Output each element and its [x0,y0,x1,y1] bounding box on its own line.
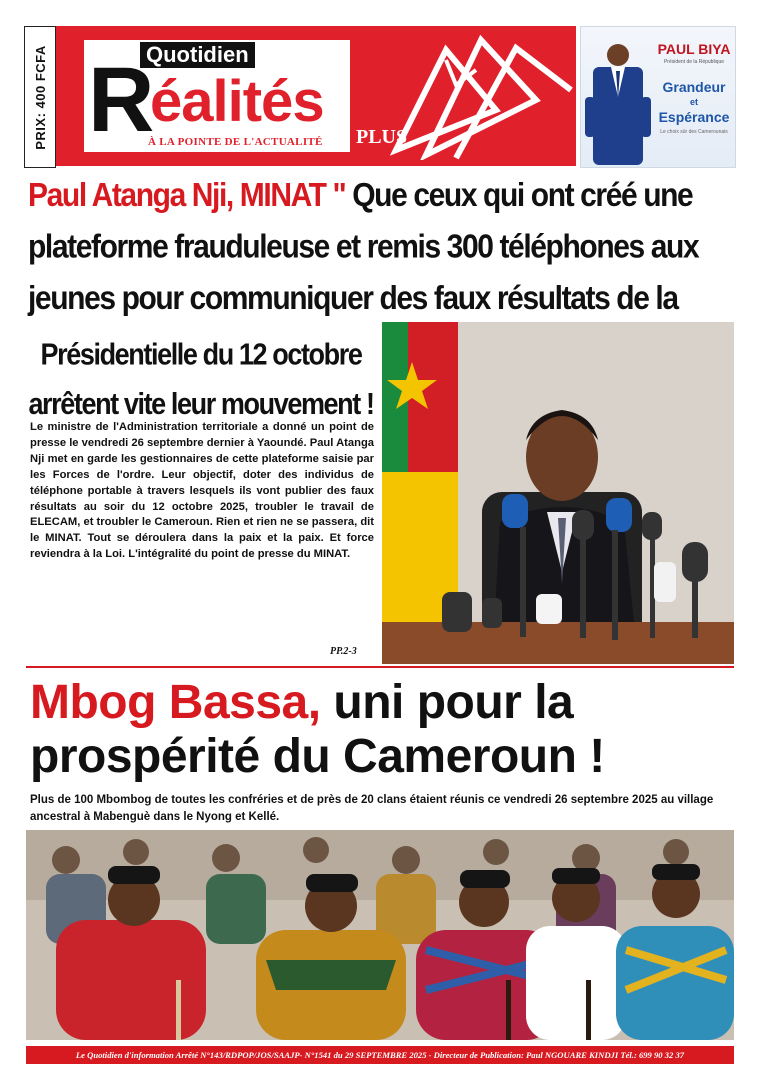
ad-slogan-line1: Grandeur [662,79,726,95]
elders-gathering-photo [26,830,734,1040]
ad-small-text: Président de la République [663,59,725,65]
masthead [24,26,734,166]
logo-plus: PLUS [356,126,408,148]
logo-initial: R [88,49,155,151]
second-headline [30,676,750,784]
ad-candidate-name: PAUL BIYA [657,41,731,57]
main-headline-continuation: Présidentielle du 12 octobre arrêtent vite leur mouvement ! [28,337,374,421]
campaign-ad [580,26,736,168]
main-headline [28,170,744,325]
masthead-red-band [56,26,576,166]
main-headline-quote: Que ceux qui ont créé une plateforme frauduleuse et remis 300 téléphones aux jeunes pour communiquer des faux résultats de la [28,176,699,317]
logo-name: éalités [150,69,324,134]
ad-slogan-line3: Espérance [658,109,730,125]
main-article-lead: Le ministre de l'Administration territoriale a donné un point de presse le vendredi 26 septembre dernier à Yaoundé. Paul Atanga Nji met en garde les gestionnaires de cette plateforme saisie par les Forces de l'ordre. Leur objectif, doter des individus de téléphone portable à travers lesquels ils vont publier des faux résultats au soir du 12 octobre 2025, troubler le travail de ELECAM, et troubler le Cameroun. Rien et rien ne se passera, dit le MINAT. Tout se déroulera dans la paix et la paix. Et force reviendra à la Loi. L'intégralité du point de presse du MINAT. [30,421,374,561]
press-conference-photo [382,322,734,664]
second-headline-subject: Mbog Bassa, [30,676,321,729]
section-divider [26,666,734,668]
ad-slogan-line2: et [689,97,698,107]
swoosh-logo-icon [386,30,576,160]
price-strip [24,26,56,168]
second-article-lead: Plus de 100 Mbombog de toutes les confréries et de près de 20 clans étaient réunis ce vendredi 26 septembre 2025 au village ancestral à Mabenguè dans le Nyong et Kellé. [30,794,714,823]
footer-imprint: Le Quotidien d'information Arrêté N°143/RDPOP/JOS/SAAJP- N°1541 du 29 SEPTEMBRE 2025 - Directeur de Publication: Paul NGOUARE KINDJI Tél.: 699 90 32 37 [26,1046,734,1064]
main-headline-speaker: Paul Atanga Nji, MINAT " [28,176,346,214]
ad-caption: Le choix sûr des Camerounais [660,129,728,135]
candidate-photo [585,37,651,165]
price-label: PRIX: 400 FCFA [32,44,48,150]
logo [84,40,350,152]
logo-quotidien: Quotidien [140,42,255,68]
second-headline-rest: uni pour la prospérité du Cameroun ! [30,676,605,783]
page-reference: PP.2-3 [330,646,357,657]
logo-tagline: À LA POINTE DE L'ACTUALITÉ [148,136,323,148]
